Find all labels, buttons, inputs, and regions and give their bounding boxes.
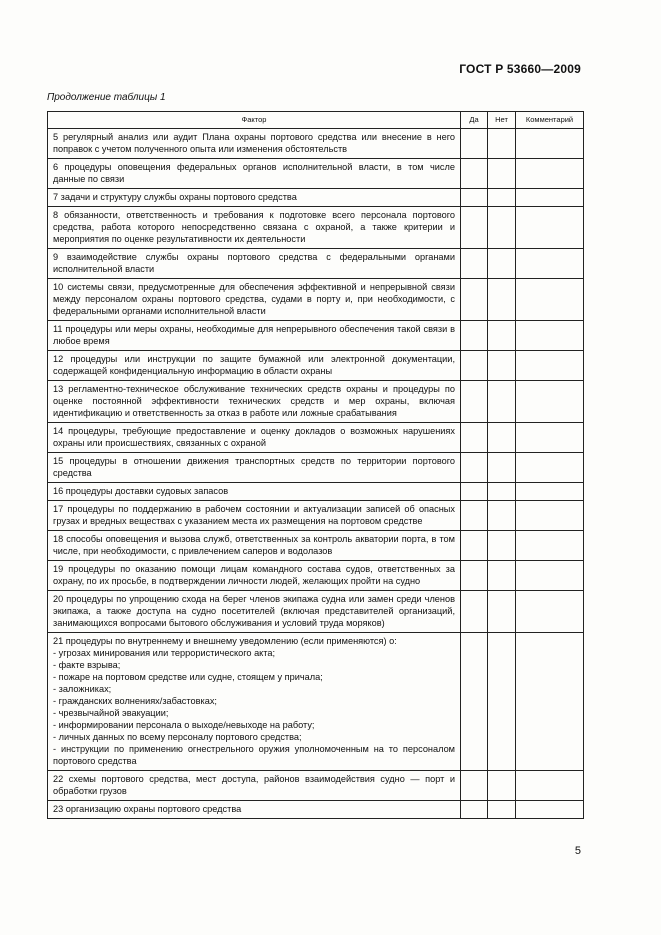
factor-text: 9 взаимодействие службы охраны портового средства с федеральными органами исполнительной власти	[53, 252, 455, 274]
yes-cell	[461, 189, 488, 207]
comment-cell	[516, 321, 584, 351]
factor-subitem: - инструкции по применению огнестрельного оружия уполномоченным на то персоналом портового средства	[53, 744, 455, 766]
table-row	[48, 423, 584, 453]
yes-cell	[461, 591, 488, 633]
yes-cell	[461, 453, 488, 483]
factor-cell	[48, 189, 461, 207]
yes-cell	[461, 801, 488, 819]
column-header-factor: Фактор	[48, 112, 461, 129]
table-row	[48, 129, 584, 159]
factor-text: 18 способы оповещения и вызова служб, ответственных за контроль акватории порта, в том числе, при необходимости, с привлечением саперов и водолазов	[53, 534, 455, 556]
no-cell	[488, 249, 516, 279]
no-cell	[488, 531, 516, 561]
comment-cell	[516, 591, 584, 633]
no-cell	[488, 159, 516, 189]
no-cell	[488, 279, 516, 321]
table-row	[48, 207, 584, 249]
comment-cell	[516, 381, 584, 423]
table-row	[48, 531, 584, 561]
factor-cell	[48, 801, 461, 819]
factor-subitem: - информировании персонала о выходе/невыходе на работу;	[53, 720, 315, 730]
comment-cell	[516, 633, 584, 771]
no-cell	[488, 771, 516, 801]
table-row	[48, 351, 584, 381]
factor-text: 6 процедуры оповещения федеральных органов исполнительной власти, в том числе данные по связи	[53, 162, 455, 184]
table-row	[48, 159, 584, 189]
table-row	[48, 561, 584, 591]
no-cell	[488, 801, 516, 819]
table-row	[48, 249, 584, 279]
yes-cell	[461, 351, 488, 381]
no-cell	[488, 129, 516, 159]
factor-text: 16 процедуры доставки судовых запасов	[53, 486, 229, 496]
factor-text: 8 обязанности, ответственность и требования к подготовке всего персонала портового средства, работа которого непосредственно связана с охраной, а также критерии и мероприятия по оценке результативности их деятельности	[53, 210, 455, 244]
table-row	[48, 591, 584, 633]
factor-cell	[48, 501, 461, 531]
factor-subitem: - гражданских волнениях/забастовках;	[53, 696, 217, 706]
table-caption: Продолжение таблицы 1	[47, 92, 166, 103]
yes-cell	[461, 207, 488, 249]
factor-text: 5 регулярный анализ или аудит Плана охраны портового средства или внесение в него поправок с учетом полученного опыта или изменения обстоятельств	[53, 132, 455, 154]
factor-cell	[48, 381, 461, 423]
comment-cell	[516, 249, 584, 279]
comment-cell	[516, 531, 584, 561]
comment-cell	[516, 279, 584, 321]
factor-text: 13 регламентно-техническое обслуживание технических средств охраны и процедуры по оценке постоянной эффективности технических средств и мер охраны, включая идентификацию и ответственность за отказ в работе или ложные срабатывания	[53, 384, 455, 418]
table-row	[48, 801, 584, 819]
yes-cell	[461, 381, 488, 423]
comment-cell	[516, 483, 584, 501]
comment-cell	[516, 207, 584, 249]
factor-cell	[48, 321, 461, 351]
factor-text: 12 процедуры или инструкции по защите бумажной или электронной документации, содержащей конфиденциальную информацию в области охраны	[53, 354, 455, 376]
factor-text: 21 процедуры по внутреннему и внешнему уведомлению (если применяются) о:	[53, 636, 397, 646]
factor-cell	[48, 771, 461, 801]
factor-cell	[48, 279, 461, 321]
column-header-no: Нет	[488, 112, 516, 129]
comment-cell	[516, 771, 584, 801]
factor-cell	[48, 249, 461, 279]
page-number: 5	[574, 845, 581, 857]
comment-cell	[516, 159, 584, 189]
column-header-yes: Да	[461, 112, 488, 129]
no-cell	[488, 381, 516, 423]
yes-cell	[461, 561, 488, 591]
yes-cell	[461, 771, 488, 801]
yes-cell	[461, 129, 488, 159]
no-cell	[488, 561, 516, 591]
table-row	[48, 189, 584, 207]
yes-cell	[461, 249, 488, 279]
table-row	[48, 321, 584, 351]
factor-cell	[48, 129, 461, 159]
no-cell	[488, 351, 516, 381]
factor-text: 7 задачи и структуру службы охраны портового средства	[53, 192, 297, 202]
table-header-row	[48, 112, 584, 129]
factor-cell	[48, 453, 461, 483]
table-row	[48, 453, 584, 483]
document-code: ГОСТ Р 53660—2009	[459, 62, 581, 76]
factor-cell	[48, 483, 461, 501]
yes-cell	[461, 279, 488, 321]
no-cell	[488, 591, 516, 633]
yes-cell	[461, 159, 488, 189]
yes-cell	[461, 423, 488, 453]
comment-cell	[516, 453, 584, 483]
factor-text: 23 организацию охраны портового средства	[53, 804, 242, 814]
factor-subitem: - пожаре на портовом средстве или судне, стоящем у причала;	[53, 672, 323, 682]
table-row	[48, 279, 584, 321]
factor-text: 17 процедуры по поддержанию в рабочем состоянии и актуализации записей об опасных грузах и вредных веществах с указанием места их размещения на портовом средстве	[53, 504, 455, 526]
comment-cell	[516, 129, 584, 159]
table-row	[48, 483, 584, 501]
factors-table	[47, 111, 584, 819]
factor-cell	[48, 159, 461, 189]
table-body	[48, 129, 584, 819]
factor-text: 11 процедуры или меры охраны, необходимые для непрерывного обеспечения такой связи в любое время	[53, 324, 455, 346]
table-row	[48, 771, 584, 801]
factor-cell	[48, 531, 461, 561]
factor-cell	[48, 633, 461, 771]
yes-cell	[461, 321, 488, 351]
no-cell	[488, 321, 516, 351]
column-header-comment: Комментарий	[516, 112, 584, 129]
factor-subitem: - личных данных по всему персоналу портового средства;	[53, 732, 302, 742]
comment-cell	[516, 501, 584, 531]
no-cell	[488, 501, 516, 531]
yes-cell	[461, 633, 488, 771]
no-cell	[488, 633, 516, 771]
factor-subitem: - угрозах минирования или террористического акта;	[53, 648, 276, 658]
no-cell	[488, 207, 516, 249]
factor-cell	[48, 351, 461, 381]
factor-cell	[48, 207, 461, 249]
factor-text: 22 схемы портового средства, мест доступа, районов взаимодействия судно — порт и обработки грузов	[53, 774, 455, 796]
table-row	[48, 633, 584, 771]
factor-text: 10 системы связи, предусмотренные для обеспечения эффективной и непрерывной связи между персоналом охраны портового средства, судами в порту и, при необходимости, с федеральными органами исполнительной власти	[53, 282, 455, 316]
factor-text: 14 процедуры, требующие предоставление и оценку докладов о возможных нарушениях охраны или происшествиях, связанных с охраной	[53, 426, 455, 448]
comment-cell	[516, 561, 584, 591]
factor-text: 19 процедуры по оказанию помощи лицам командного состава судов, ответственных за охрану, по их просьбе, в подтверждении личности людей, желающих пройти на судно	[53, 564, 455, 586]
factor-subitem: - факте взрыва;	[53, 660, 121, 670]
comment-cell	[516, 189, 584, 207]
factor-text: 20 процедуры по упрощению схода на берег членов экипажа судна или замен среди членов экипажа, а также доступа на судно посетителей (включая представителей организаций, занимающихся вопросами бытового обслуживания и условий труда моряков)	[53, 594, 455, 628]
yes-cell	[461, 531, 488, 561]
factor-cell	[48, 561, 461, 591]
factor-cell	[48, 591, 461, 633]
yes-cell	[461, 501, 488, 531]
no-cell	[488, 423, 516, 453]
table-row	[48, 381, 584, 423]
comment-cell	[516, 351, 584, 381]
no-cell	[488, 189, 516, 207]
no-cell	[488, 453, 516, 483]
no-cell	[488, 483, 516, 501]
comment-cell	[516, 801, 584, 819]
yes-cell	[461, 483, 488, 501]
factor-cell	[48, 423, 461, 453]
comment-cell	[516, 423, 584, 453]
factor-subitem: - заложниках;	[53, 684, 112, 694]
factor-text: 15 процедуры в отношении движения транспортных средств по территории портового средства	[53, 456, 455, 478]
factor-subitem: - чрезвычайной эвакуации;	[53, 708, 169, 718]
table-row	[48, 501, 584, 531]
